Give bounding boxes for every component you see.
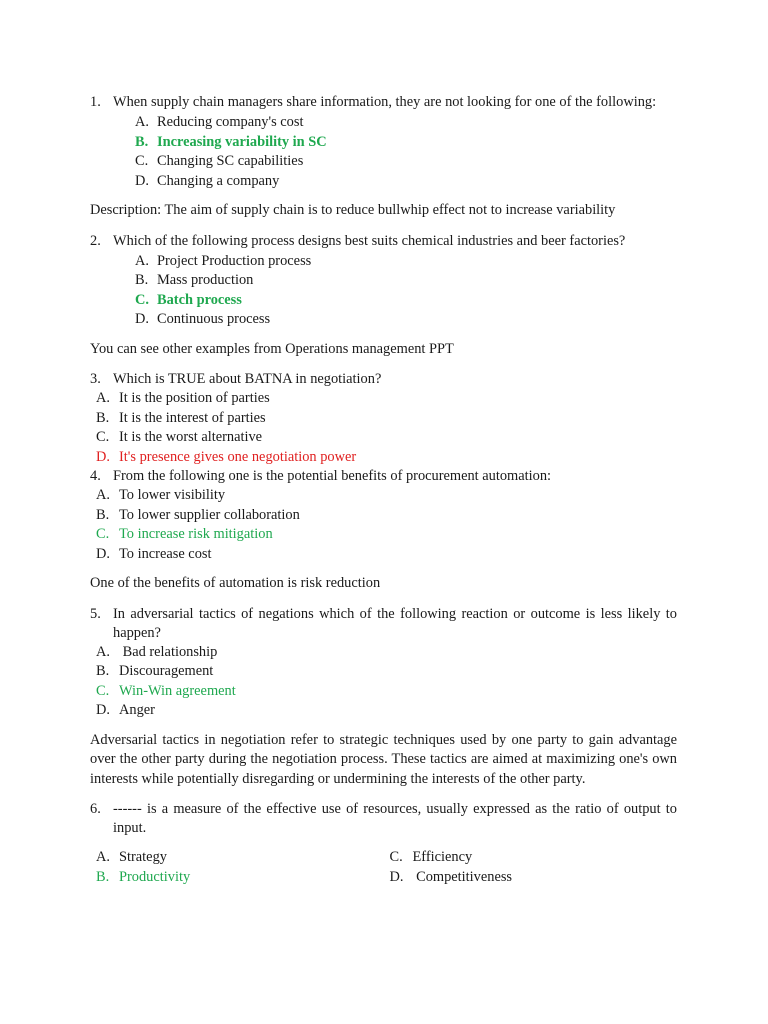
options-1 bbox=[90, 113, 677, 191]
question-number: 5. bbox=[90, 605, 101, 622]
question-number: 2. bbox=[90, 232, 101, 249]
question-2 bbox=[90, 232, 677, 251]
option-d: D. Anger bbox=[96, 702, 155, 718]
question-3 bbox=[90, 370, 677, 389]
option-c-correct: C. Batch process bbox=[135, 291, 242, 308]
question-text: Which of the following process designs best suits chemical industries and beer factories? bbox=[113, 232, 626, 249]
option-d: D. To increase cost bbox=[96, 545, 212, 562]
question-4 bbox=[90, 467, 677, 486]
options-3 bbox=[90, 389, 677, 467]
options-4 bbox=[90, 486, 677, 564]
option-a: A. Bad relationship bbox=[96, 643, 218, 660]
question-number: 4. bbox=[90, 468, 101, 484]
question-text: From the following one is the potential benefits of procurement automation: bbox=[113, 468, 552, 484]
option-b: B. To lower supplier collaboration bbox=[96, 506, 300, 523]
option-d: D. Continuous process bbox=[135, 311, 271, 327]
option-b-correct: B. Productivity bbox=[96, 868, 191, 885]
note-5: Adversarial tactics in negotiation refer to strategic techniques used by one party to gain advantage over the other party during the negotiation process. These tactics are aimed at maximizing one's own interests while potentially disregarding or undermining the interests of the other party. bbox=[90, 731, 677, 787]
option-c: C. Efficiency bbox=[389, 849, 473, 865]
document-page bbox=[90, 93, 677, 887]
note-4: One of the benefits of automation is risk reduction bbox=[90, 575, 381, 591]
question-text: In adversarial tactics of negations which of the following reaction or outcome is less likely to happen? bbox=[113, 605, 677, 641]
option-a: A. It is the position of parties bbox=[96, 390, 270, 406]
option-d-correct: D. It's presence gives one negotiation power bbox=[96, 448, 357, 465]
note-2: You can see other examples from Operations management PPT bbox=[90, 340, 454, 357]
option-a: A. Strategy bbox=[96, 849, 167, 865]
option-b: B. Discouragement bbox=[96, 663, 214, 679]
options-6-left bbox=[90, 848, 384, 887]
option-c: C. Changing SC capabilities bbox=[135, 153, 304, 169]
option-b-correct: B. Increasing variability in SC bbox=[135, 133, 327, 150]
option-d: D. Changing a company bbox=[135, 172, 280, 189]
option-c-correct: C. Win-Win agreement bbox=[96, 682, 236, 699]
options-6-right bbox=[384, 848, 678, 887]
question-5 bbox=[90, 605, 677, 643]
question-text: ------ is a measure of the effective use of resources, usually expressed as the ratio of output to input. bbox=[113, 801, 677, 836]
question-1 bbox=[90, 93, 677, 112]
description-1: Description: The aim of supply chain is to reduce bullwhip effect not to increase variability bbox=[90, 202, 616, 218]
option-a: A. Reducing company's cost bbox=[135, 114, 304, 130]
options-5 bbox=[90, 643, 677, 721]
option-d: D. Competitiveness bbox=[389, 868, 513, 885]
question-text: Which is TRUE about BATNA in negotiation? bbox=[113, 371, 382, 387]
options-2 bbox=[90, 252, 677, 330]
option-b: B. It is the interest of parties bbox=[96, 409, 266, 426]
options-6 bbox=[90, 848, 677, 887]
option-c-correct: C. To increase risk mitigation bbox=[96, 526, 273, 542]
question-number: 1. bbox=[90, 94, 101, 110]
option-c: C. It is the worst alternative bbox=[96, 429, 263, 445]
question-number: 6. bbox=[90, 801, 101, 817]
option-b: B. Mass production bbox=[135, 272, 254, 288]
option-a: A. Project Production process bbox=[135, 252, 312, 269]
option-a: A. To lower visibility bbox=[96, 487, 226, 503]
question-text: When supply chain managers share information, they are not looking for one of the following: bbox=[113, 94, 657, 110]
question-6 bbox=[90, 800, 677, 838]
question-number: 3. bbox=[90, 371, 101, 387]
